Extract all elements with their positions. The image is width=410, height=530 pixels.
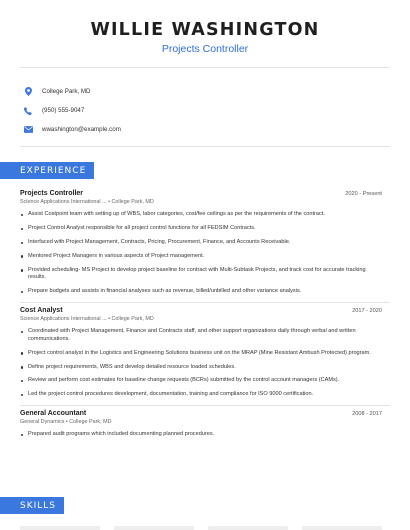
skill-chip — [208, 526, 288, 530]
job-bullet: Project control analyst in the Logistics and Engineering Solutions business unit on the MRAP (Mine Resistant Ambush Protected) program. — [20, 350, 382, 358]
candidate-title: Projects Controller — [161, 43, 249, 55]
header-divider — [20, 67, 390, 68]
skills-preview — [20, 526, 390, 530]
job-entry — [20, 190, 382, 296]
envelope-icon — [22, 124, 34, 136]
contact-email — [20, 120, 390, 139]
contact-list — [20, 82, 390, 139]
job-bullet: Project Control Analyst responsible for all project control functions for all FEDSIM Contracts. — [20, 225, 382, 233]
contact-phone — [20, 101, 390, 120]
job-title: Projects Controller — [20, 190, 84, 197]
job-title: General Accountant — [20, 410, 87, 418]
job-bullet: Prepared audit programs which included documenting planned procedures. — [20, 431, 382, 439]
job-company: General Dynamics • College Park, MD — [20, 419, 112, 426]
job-bullet: Assist Costpoint team with setting up of WBS, labor categories, cost/fee ceilings as per the requirements of the contract. — [20, 211, 382, 219]
job-bullet: Review and perform cost estimates for baseline change requests (BCRs) submitted by the control account managers (CAMs). — [20, 377, 382, 385]
job-entry — [20, 307, 382, 399]
job-bullet: Prepare budgets and assists in financial analyses such as revenue, billed/unbilled and other variance analysis. — [20, 288, 382, 296]
skills-section-heading: SKILLS — [0, 497, 64, 514]
job-dates: 2017 - 2020 — [352, 308, 382, 315]
job-bullet: Define project requirements, WBS and develop detailed resource loaded schedules. — [20, 364, 382, 372]
contact-divider — [20, 146, 390, 147]
contact-phone-text: (950) 555-9047 — [42, 107, 85, 114]
job-bullets — [20, 211, 382, 296]
job-dates: 2008 - 2017 — [352, 411, 382, 418]
job-bullets — [20, 328, 382, 399]
job-dates: 2020 - Present — [345, 191, 382, 197]
job-entry — [20, 410, 382, 439]
job-bullets — [20, 431, 382, 439]
job-bullet: Led the project control procedures development, documentation, training and compliance for ISO 9000 certification. — [20, 391, 382, 399]
job-divider — [20, 405, 390, 406]
phone-icon — [22, 105, 34, 117]
job-company: Science Applications International ... • College Park, MD — [20, 316, 154, 323]
job-bullet: Provided scheduling- MS Project to develop project baseline for contract with Multi-Subtask Projects, and track cost for accurate tracking results. — [20, 267, 382, 282]
map-pin-icon — [22, 86, 34, 98]
skill-chip — [114, 526, 194, 530]
job-divider — [20, 302, 390, 303]
candidate-name: WILLIE WASHINGTON — [90, 20, 320, 40]
experience-section-heading: EXPERIENCE — [0, 162, 94, 179]
contact-email-link[interactable]: wwashington@example.com — [42, 126, 121, 133]
job-bullet: Coordinated with Project Management, Finance and Contracts staff, and other support organizations daily through verbal and written communications. — [20, 328, 382, 343]
experience-list — [20, 190, 382, 445]
skill-chip — [20, 526, 100, 530]
job-bullet: Interfaced with Project Management, Contracts, Pricing, Procurement, Finance, and Accounts Receivable. — [20, 239, 382, 247]
resume-header — [0, 20, 410, 56]
contact-location-text: College Park, MD — [42, 88, 91, 95]
job-bullet: Mentored Project Managers in various aspects of Project management. — [20, 253, 382, 261]
job-title: Cost Analyst — [20, 307, 63, 315]
skill-chip — [302, 526, 382, 530]
contact-location — [20, 82, 390, 101]
job-company: Science Applications International ... • College Park, MD — [20, 199, 154, 205]
